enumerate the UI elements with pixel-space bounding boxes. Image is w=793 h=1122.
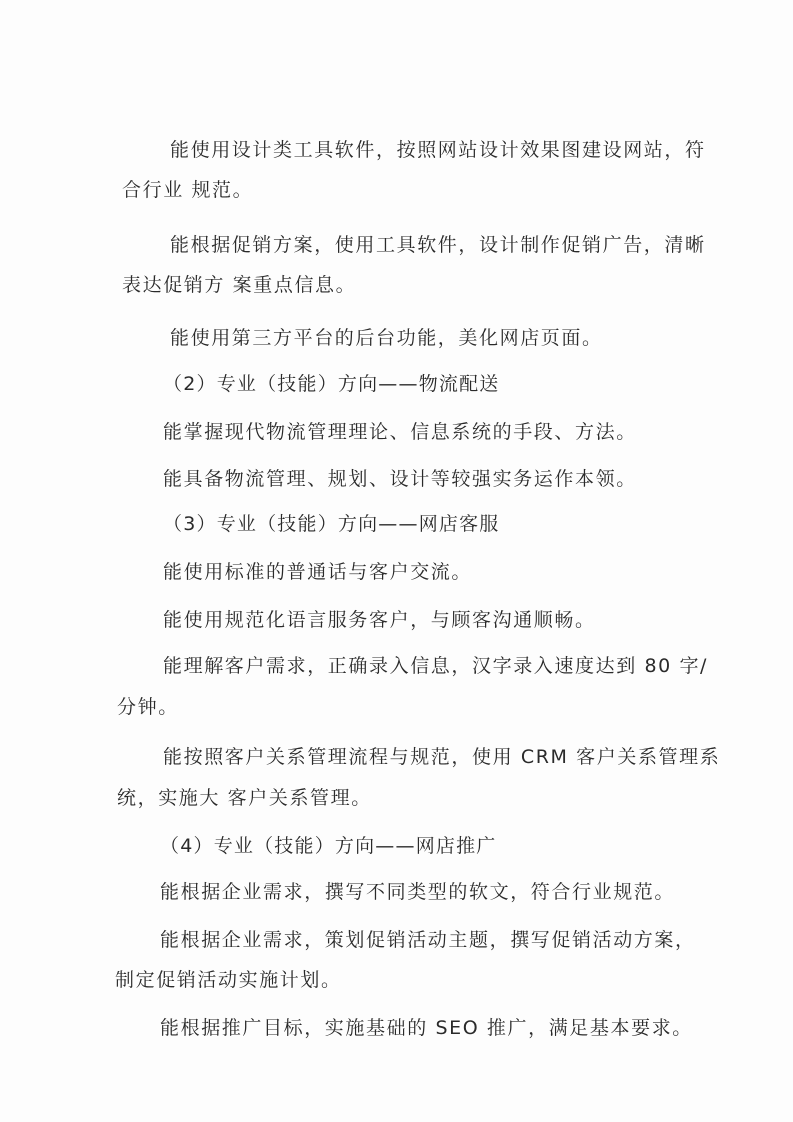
section-heading-customer-service <box>163 504 500 544</box>
paragraph-line: 能使用标准的普通话与客户交流。 <box>163 561 473 583</box>
paragraph-line: 能掌握现代物流管理理论、信息系统的手段、方法。 <box>163 421 637 443</box>
paragraph-line: 统，实施大 客户关系管理。 <box>117 787 372 809</box>
paragraph-seo <box>160 1008 693 1048</box>
heading-text: （3）专业（技能）方向——网店客服 <box>163 513 500 535</box>
paragraph-line-continuation <box>122 170 253 210</box>
heading-text: （2）专业（技能）方向——物流配送 <box>163 373 500 395</box>
paragraph-line: 分钟。 <box>117 696 179 718</box>
paragraph-line: 表达促销方 案重点信息。 <box>122 274 357 296</box>
paragraph-typing-speed <box>163 646 708 686</box>
paragraph-line: 制定促销活动实施计划。 <box>115 969 342 991</box>
section-heading-logistics <box>163 364 500 404</box>
paragraph-line: 能使用规范化语言服务客户，与顾客沟通顺畅。 <box>163 609 596 631</box>
paragraph-mandarin <box>163 552 472 592</box>
heading-text: （4）专业（技能）方向——网店推广 <box>160 835 497 857</box>
paragraph-website-design <box>170 130 706 170</box>
paragraph-line: 能理解客户需求，正确录入信息，汉字录入速度达到 80 字/ <box>163 655 709 677</box>
paragraph-line-continuation <box>117 687 179 727</box>
paragraph-logistics-skills <box>163 459 637 499</box>
paragraph-line: 能按照客户关系管理流程与规范，使用 CRM 客户关系管理系 <box>163 746 721 768</box>
paragraph-crm <box>163 737 720 777</box>
paragraph-line: 能使用第三方平台的后台功能，美化网店页面。 <box>170 327 603 349</box>
paragraph-logistics-theory <box>163 412 637 452</box>
paragraph-line: 能使用设计类工具软件，按照网站设计效果图建设网站，符 <box>170 139 706 161</box>
paragraph-standard-language <box>163 600 596 640</box>
paragraph-line: 能根据企业需求，策划促销活动主题，撰写促销活动方案， <box>160 929 696 951</box>
paragraph-line-continuation <box>122 265 356 305</box>
paragraph-line: 能具备物流管理、规划、设计等较强实务运作本领。 <box>163 468 637 490</box>
paragraph-line: 合行业 规范。 <box>122 179 254 201</box>
paragraph-soft-articles <box>160 872 675 912</box>
paragraph-promo-ads <box>170 225 706 265</box>
paragraph-line: 能根据企业需求，撰写不同类型的软文，符合行业规范。 <box>160 881 676 903</box>
paragraph-line-continuation <box>115 960 342 1000</box>
paragraph-promo-planning <box>160 920 696 960</box>
section-heading-promotion <box>160 826 497 866</box>
paragraph-store-beautify <box>170 318 603 358</box>
paragraph-line-continuation <box>117 778 372 818</box>
paragraph-line: 能根据促销方案，使用工具软件，设计制作促销广告，清晰 <box>170 234 706 256</box>
paragraph-line: 能根据推广目标，实施基础的 SEO 推广，满足基本要求。 <box>160 1017 693 1039</box>
